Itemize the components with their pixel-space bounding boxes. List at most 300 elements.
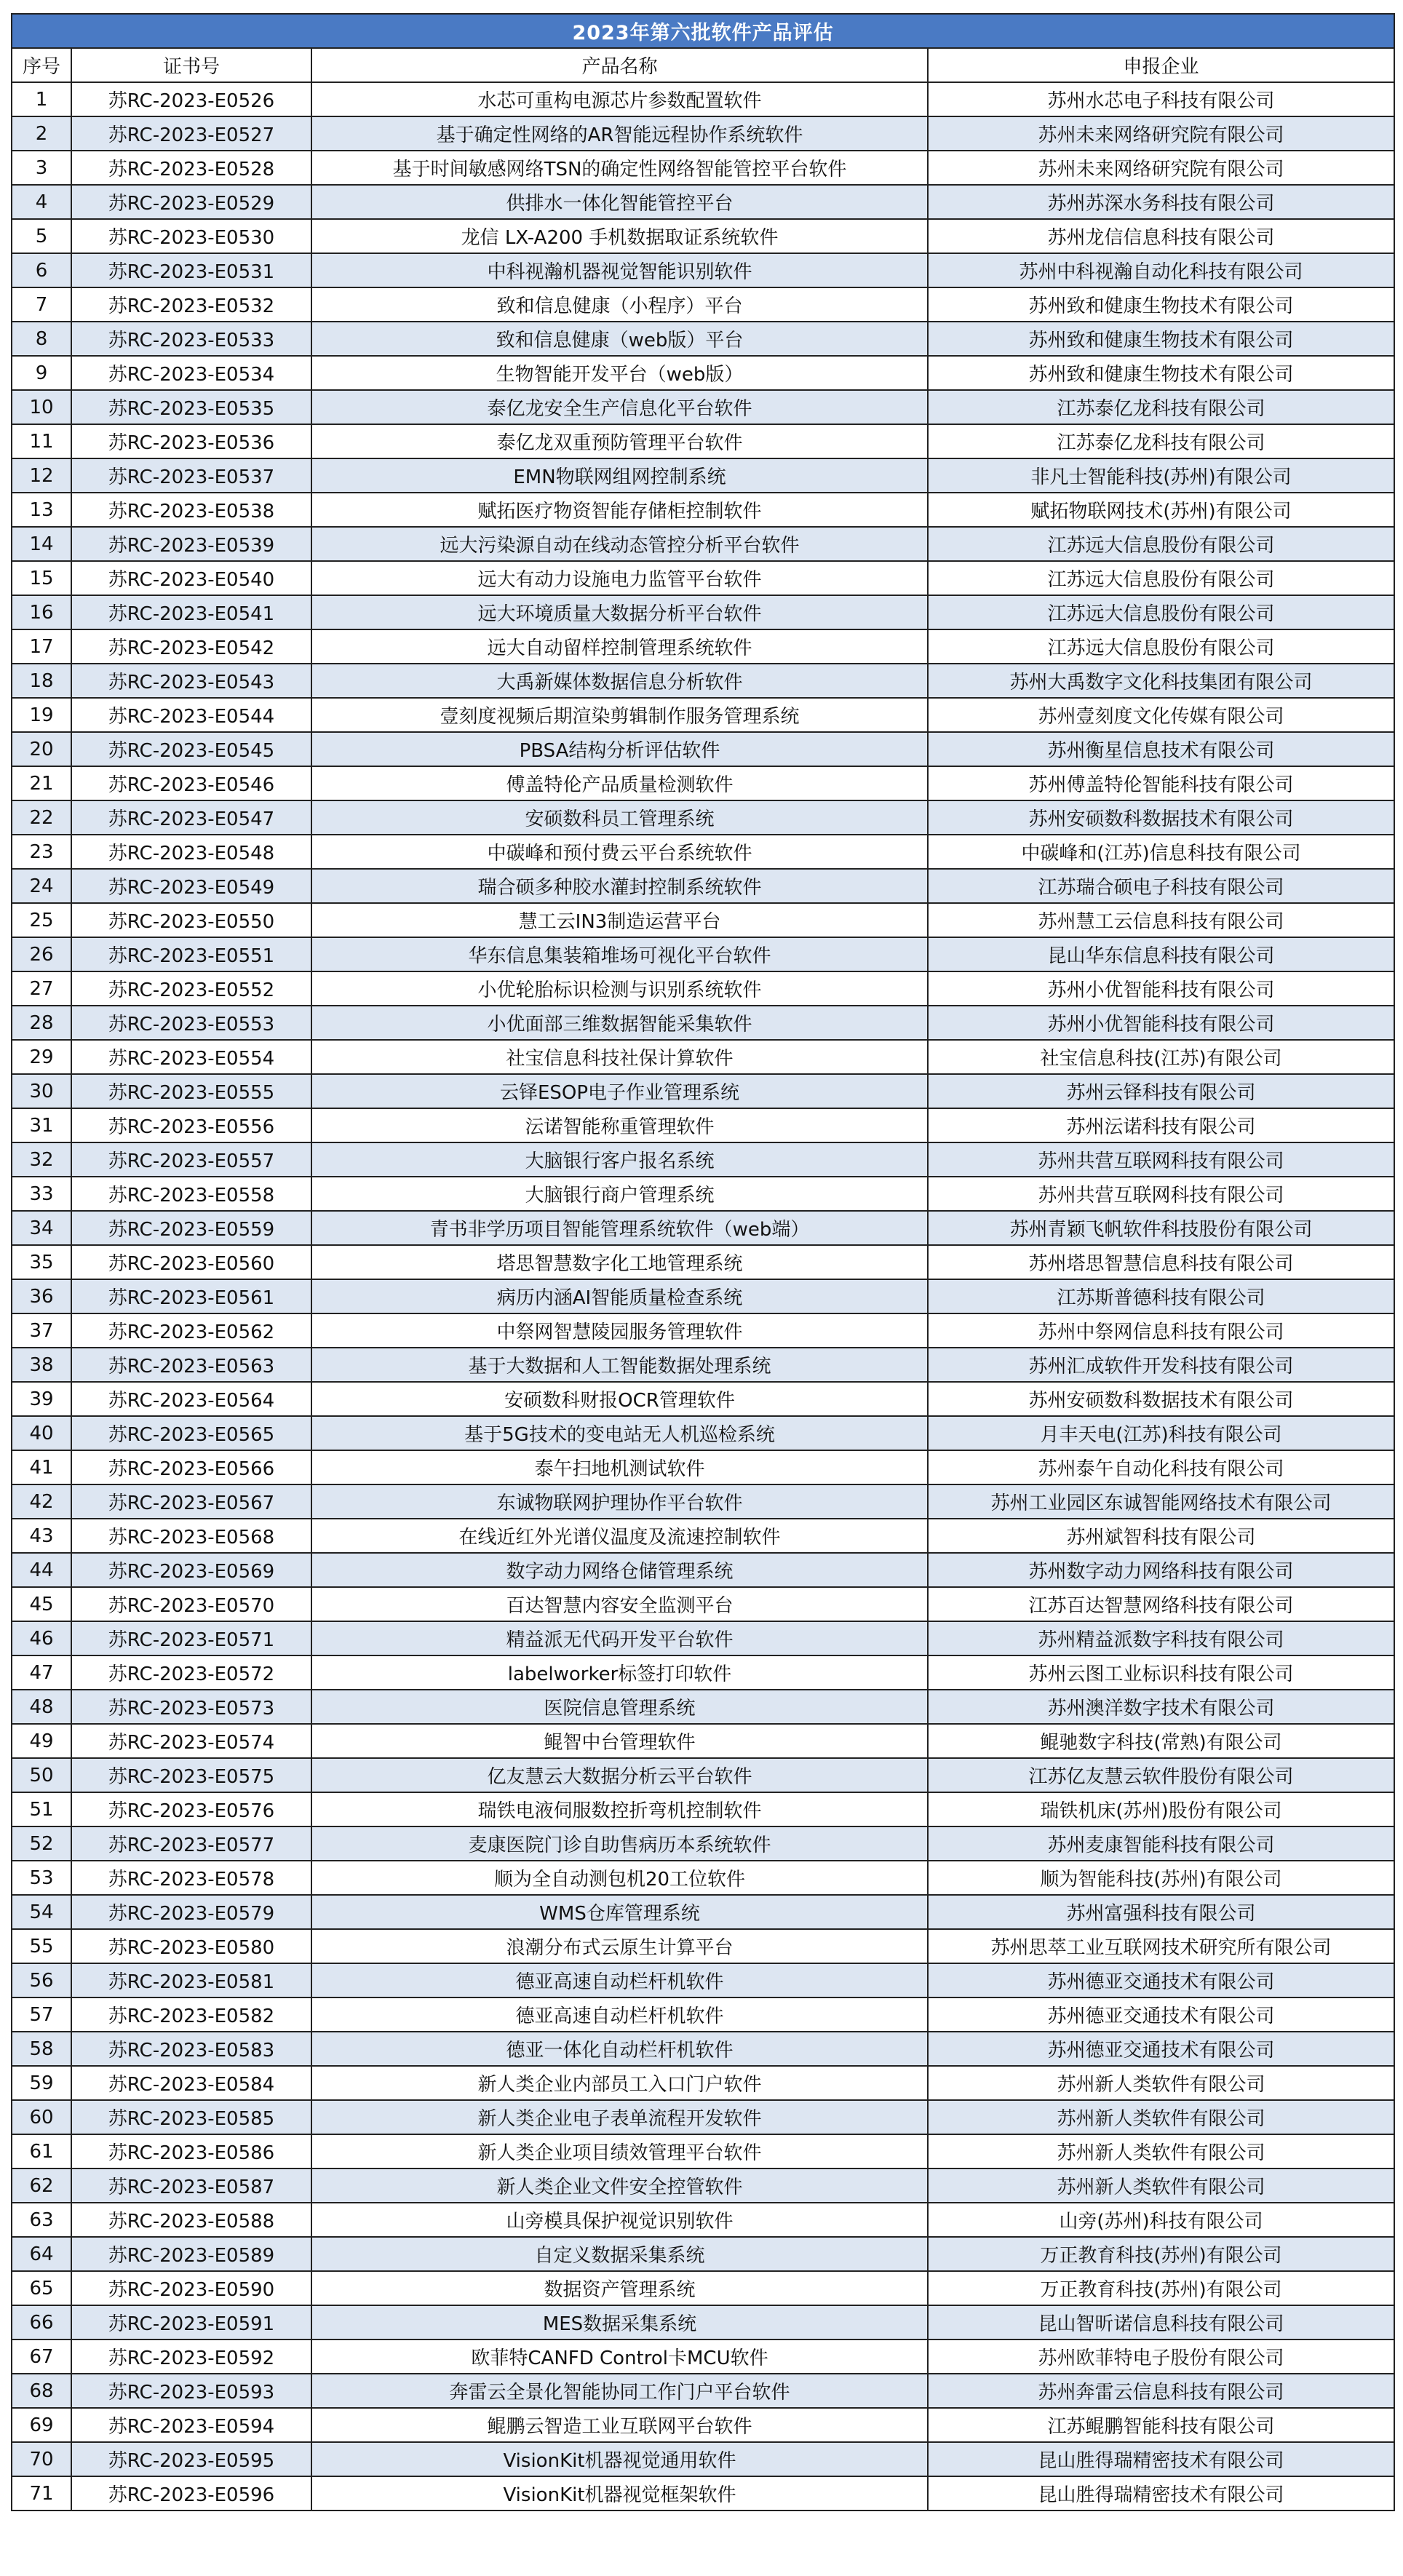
cell-product-name: 山旁模具保护视觉识别软件 [311,2203,928,2237]
cell-certificate-number: 苏RC-2023-E0532 [71,287,311,322]
cell-serial-number: 52 [12,1826,71,1861]
cell-product-name: 新人类企业文件安全控管软件 [311,2168,928,2203]
cell-product-name: 数字动力网络仓储管理系统 [311,1553,928,1587]
table-row [12,1963,1394,1997]
cell-product-name: 德亚高速自动栏杆机软件 [311,1997,928,2032]
cell-serial-number: 5 [12,219,71,253]
cell-applicant-company: 苏州龙信信息科技有限公司 [928,219,1394,253]
cell-serial-number: 63 [12,2203,71,2237]
cell-certificate-number: 苏RC-2023-E0576 [71,1792,311,1826]
cell-serial-number: 51 [12,1792,71,1826]
cell-applicant-company: 苏州富强科技有限公司 [928,1895,1394,1929]
table-row [12,2442,1394,2476]
table-row [12,2066,1394,2100]
cell-certificate-number: 苏RC-2023-E0550 [71,903,311,937]
cell-product-name: 医院信息管理系统 [311,1690,928,1724]
cell-product-name: 小优轮胎标识检测与识别系统软件 [311,971,928,1006]
table-row [12,356,1394,390]
cell-certificate-number: 苏RC-2023-E0555 [71,1074,311,1108]
cell-applicant-company: 苏州安硕数科数据技术有限公司 [928,800,1394,835]
cell-certificate-number: 苏RC-2023-E0585 [71,2100,311,2134]
cell-product-name: 瑞铁电液伺服数控折弯机控制软件 [311,1792,928,1826]
cell-applicant-company: 苏州新人类软件有限公司 [928,2134,1394,2168]
cell-certificate-number: 苏RC-2023-E0588 [71,2203,311,2237]
table-row [12,1074,1394,1108]
table-row [12,2340,1394,2374]
cell-serial-number: 27 [12,971,71,1006]
table-row [12,253,1394,287]
cell-serial-number: 60 [12,2100,71,2134]
cell-product-name: 安硕数科员工管理系统 [311,800,928,835]
cell-certificate-number: 苏RC-2023-E0581 [71,1963,311,1997]
cell-certificate-number: 苏RC-2023-E0529 [71,185,311,219]
cell-certificate-number: 苏RC-2023-E0584 [71,2066,311,2100]
cell-applicant-company: 苏州小优智能科技有限公司 [928,1006,1394,1040]
cell-applicant-company: 苏州致和健康生物技术有限公司 [928,322,1394,356]
cell-applicant-company: 苏州青颖飞帆软件科技股份有限公司 [928,1211,1394,1245]
table-row [12,1211,1394,1245]
cell-serial-number: 39 [12,1382,71,1416]
cell-product-name: 社宝信息科技社保计算软件 [311,1040,928,1074]
table-row [12,766,1394,800]
cell-serial-number: 33 [12,1177,71,1211]
cell-product-name: 水芯可重构电源芯片参数配置软件 [311,82,928,116]
table-row [12,1861,1394,1895]
cell-certificate-number: 苏RC-2023-E0582 [71,1997,311,2032]
cell-serial-number: 69 [12,2408,71,2442]
cell-serial-number: 45 [12,1587,71,1621]
cell-serial-number: 47 [12,1655,71,1690]
cell-applicant-company: 顺为智能科技(苏州)有限公司 [928,1861,1394,1895]
cell-applicant-company: 苏州新人类软件有限公司 [928,2066,1394,2100]
table-row [12,2237,1394,2271]
cell-certificate-number: 苏RC-2023-E0530 [71,219,311,253]
table-row [12,1177,1394,1211]
cell-certificate-number: 苏RC-2023-E0558 [71,1177,311,1211]
cell-product-name: 病历内涵AI智能质量检查系统 [311,1279,928,1313]
cell-certificate-number: 苏RC-2023-E0575 [71,1758,311,1792]
cell-applicant-company: 苏州衡星信息技术有限公司 [928,732,1394,766]
cell-applicant-company: 苏州塔思智慧信息科技有限公司 [928,1245,1394,1279]
table-row [12,2476,1394,2511]
table-row [12,698,1394,732]
cell-certificate-number: 苏RC-2023-E0572 [71,1655,311,1690]
cell-product-name: 泰亿龙安全生产信息化平台软件 [311,390,928,424]
cell-applicant-company: 苏州德亚交通技术有限公司 [928,1963,1394,1997]
table-row [12,1416,1394,1450]
cell-certificate-number: 苏RC-2023-E0537 [71,458,311,493]
table-row [12,1006,1394,1040]
cell-applicant-company: 苏州小优智能科技有限公司 [928,971,1394,1006]
cell-serial-number: 57 [12,1997,71,2032]
cell-certificate-number: 苏RC-2023-E0549 [71,869,311,903]
table-row [12,937,1394,971]
cell-product-name: 大脑银行商户管理系统 [311,1177,928,1211]
cell-serial-number: 35 [12,1245,71,1279]
cell-applicant-company: 江苏斯普德科技有限公司 [928,1279,1394,1313]
cell-serial-number: 66 [12,2305,71,2340]
cell-serial-number: 25 [12,903,71,937]
cell-product-name: 瑞合硕多种胶水灌封控制系统软件 [311,869,928,903]
cell-certificate-number: 苏RC-2023-E0587 [71,2168,311,2203]
cell-product-name: 青书非学历项目智能管理系统软件（web端） [311,1211,928,1245]
table-row [12,1348,1394,1382]
cell-applicant-company: 江苏泰亿龙科技有限公司 [928,424,1394,458]
cell-certificate-number: 苏RC-2023-E0557 [71,1142,311,1177]
cell-applicant-company: 苏州中祭网信息科技有限公司 [928,1313,1394,1348]
cell-serial-number: 12 [12,458,71,493]
table-row [12,1655,1394,1690]
cell-applicant-company: 苏州傅盖特伦智能科技有限公司 [928,766,1394,800]
table-row [12,2134,1394,2168]
table-row [12,458,1394,493]
header-serial-number: 序号 [12,48,71,82]
cell-applicant-company: 苏州德亚交通技术有限公司 [928,1997,1394,2032]
cell-product-name: 致和信息健康（web版）平台 [311,322,928,356]
cell-certificate-number: 苏RC-2023-E0547 [71,800,311,835]
table-row [12,1142,1394,1177]
cell-certificate-number: 苏RC-2023-E0538 [71,493,311,527]
cell-product-name: 德亚一体化自动栏杆机软件 [311,2032,928,2066]
table-row [12,2374,1394,2408]
cell-serial-number: 18 [12,664,71,698]
cell-certificate-number: 苏RC-2023-E0534 [71,356,311,390]
cell-certificate-number: 苏RC-2023-E0536 [71,424,311,458]
table-row [12,1313,1394,1348]
cell-certificate-number: 苏RC-2023-E0561 [71,1279,311,1313]
table-row [12,971,1394,1006]
table-row [12,1621,1394,1655]
table-row [12,1108,1394,1142]
table-row [12,185,1394,219]
cell-certificate-number: 苏RC-2023-E0592 [71,2340,311,2374]
table-row [12,1040,1394,1074]
table-row [12,1382,1394,1416]
cell-serial-number: 10 [12,390,71,424]
table-row [12,1758,1394,1792]
cell-product-name: 浪潮分布式云原生计算平台 [311,1929,928,1963]
table-body [12,82,1394,2511]
table-title-row [12,14,1394,48]
cell-applicant-company: 昆山胜得瑞精密技术有限公司 [928,2476,1394,2511]
table-row [12,629,1394,664]
table-row [12,1690,1394,1724]
cell-certificate-number: 苏RC-2023-E0527 [71,116,311,151]
cell-product-name: 鲲鹏云智造工业互联网平台软件 [311,2408,928,2442]
cell-applicant-company: 江苏远大信息股份有限公司 [928,629,1394,664]
table-row [12,800,1394,835]
table-title: 2023年第六批软件产品评估 [12,14,1394,48]
cell-serial-number: 26 [12,937,71,971]
cell-product-name: 泰亿龙双重预防管理平台软件 [311,424,928,458]
table-row [12,2203,1394,2237]
cell-serial-number: 55 [12,1929,71,1963]
cell-product-name: 基于时间敏感网络TSN的确定性网络智能管控平台软件 [311,151,928,185]
cell-serial-number: 46 [12,1621,71,1655]
cell-serial-number: 36 [12,1279,71,1313]
cell-product-name: EMN物联网组网控制系统 [311,458,928,493]
table-row [12,151,1394,185]
cell-applicant-company: 苏州德亚交通技术有限公司 [928,2032,1394,2066]
cell-certificate-number: 苏RC-2023-E0577 [71,1826,311,1861]
cell-certificate-number: 苏RC-2023-E0546 [71,766,311,800]
cell-applicant-company: 江苏百达智慧网络科技有限公司 [928,1587,1394,1621]
cell-product-name: 龙信 LX-A200 手机数据取证系统软件 [311,219,928,253]
cell-serial-number: 4 [12,185,71,219]
cell-applicant-company: 昆山胜得瑞精密技术有限公司 [928,2442,1394,2476]
cell-applicant-company: 月丰天电(江苏)科技有限公司 [928,1416,1394,1450]
cell-certificate-number: 苏RC-2023-E0553 [71,1006,311,1040]
cell-certificate-number: 苏RC-2023-E0596 [71,2476,311,2511]
cell-certificate-number: 苏RC-2023-E0591 [71,2305,311,2340]
cell-serial-number: 28 [12,1006,71,1040]
cell-product-name: 东诚物联网护理协作平台软件 [311,1484,928,1519]
cell-applicant-company: 苏州致和健康生物技术有限公司 [928,287,1394,322]
cell-applicant-company: 鲲驰数字科技(常熟)有限公司 [928,1724,1394,1758]
cell-serial-number: 71 [12,2476,71,2511]
cell-serial-number: 42 [12,1484,71,1519]
cell-certificate-number: 苏RC-2023-E0528 [71,151,311,185]
cell-serial-number: 54 [12,1895,71,1929]
table-row [12,1484,1394,1519]
cell-applicant-company: 万正教育科技(苏州)有限公司 [928,2237,1394,2271]
table-row [12,595,1394,629]
cell-applicant-company: 苏州中科视瀚自动化科技有限公司 [928,253,1394,287]
cell-product-name: labelworker标签打印软件 [311,1655,928,1690]
cell-product-name: 远大污染源自动在线动态管控分析平台软件 [311,527,928,561]
cell-product-name: 亿友慧云大数据分析云平台软件 [311,1758,928,1792]
cell-product-name: 致和信息健康（小程序）平台 [311,287,928,322]
cell-serial-number: 56 [12,1963,71,1997]
cell-product-name: PBSA结构分析评估软件 [311,732,928,766]
cell-serial-number: 50 [12,1758,71,1792]
cell-product-name: 在线近红外光谱仪温度及流速控制软件 [311,1519,928,1553]
cell-product-name: 新人类企业项目绩效管理平台软件 [311,2134,928,2168]
cell-product-name: 鲲智中台管理软件 [311,1724,928,1758]
cell-applicant-company: 苏州未来网络研究院有限公司 [928,116,1394,151]
cell-certificate-number: 苏RC-2023-E0540 [71,561,311,595]
cell-product-name: WMS仓库管理系统 [311,1895,928,1929]
cell-serial-number: 65 [12,2271,71,2305]
cell-certificate-number: 苏RC-2023-E0583 [71,2032,311,2066]
cell-applicant-company: 苏州斌智科技有限公司 [928,1519,1394,1553]
cell-serial-number: 15 [12,561,71,595]
cell-serial-number: 49 [12,1724,71,1758]
table-row [12,2100,1394,2134]
cell-serial-number: 58 [12,2032,71,2066]
cell-certificate-number: 苏RC-2023-E0580 [71,1929,311,1963]
cell-product-name: 塔思智慧数字化工地管理系统 [311,1245,928,1279]
cell-serial-number: 17 [12,629,71,664]
cell-certificate-number: 苏RC-2023-E0586 [71,2134,311,2168]
cell-certificate-number: 苏RC-2023-E0533 [71,322,311,356]
cell-product-name: 基于5G技术的变电站无人机巡检系统 [311,1416,928,1450]
cell-serial-number: 64 [12,2237,71,2271]
cell-serial-number: 2 [12,116,71,151]
cell-applicant-company: 苏州共营互联网科技有限公司 [928,1142,1394,1177]
cell-certificate-number: 苏RC-2023-E0569 [71,1553,311,1587]
cell-serial-number: 44 [12,1553,71,1587]
cell-serial-number: 53 [12,1861,71,1895]
cell-product-name: 安硕数科财报OCR管理软件 [311,1382,928,1416]
cell-applicant-company: 昆山智昕诺信息科技有限公司 [928,2305,1394,2340]
cell-applicant-company: 苏州云图工业标识科技有限公司 [928,1655,1394,1690]
cell-applicant-company: 瑞铁机床(苏州)股份有限公司 [928,1792,1394,1826]
cell-applicant-company: 苏州壹刻度文化传媒有限公司 [928,698,1394,732]
cell-product-name: 沄诺智能称重管理软件 [311,1108,928,1142]
cell-certificate-number: 苏RC-2023-E0595 [71,2442,311,2476]
cell-applicant-company: 苏州沄诺科技有限公司 [928,1108,1394,1142]
header-certificate-number: 证书号 [71,48,311,82]
table-row [12,2032,1394,2066]
cell-product-name: VisionKit机器视觉通用软件 [311,2442,928,2476]
cell-certificate-number: 苏RC-2023-E0535 [71,390,311,424]
cell-product-name: 供排水一体化智能管控平台 [311,185,928,219]
cell-applicant-company: 苏州欧菲特电子股份有限公司 [928,2340,1394,2374]
cell-product-name: 自定义数据采集系统 [311,2237,928,2271]
cell-product-name: 德亚高速自动栏杆机软件 [311,1963,928,1997]
cell-product-name: 慧工云IN3制造运营平台 [311,903,928,937]
cell-serial-number: 16 [12,595,71,629]
cell-product-name: 基于确定性网络的AR智能远程协作系统软件 [311,116,928,151]
cell-product-name: 百达智慧内容安全监测平台 [311,1587,928,1621]
cell-product-name: 生物智能开发平台（web版） [311,356,928,390]
cell-applicant-company: 苏州致和健康生物技术有限公司 [928,356,1394,390]
cell-serial-number: 3 [12,151,71,185]
table-row [12,82,1394,116]
cell-certificate-number: 苏RC-2023-E0574 [71,1724,311,1758]
cell-product-name: 中祭网智慧陵园服务管理软件 [311,1313,928,1348]
cell-serial-number: 34 [12,1211,71,1245]
cell-certificate-number: 苏RC-2023-E0548 [71,835,311,869]
cell-serial-number: 20 [12,732,71,766]
table-row [12,1997,1394,2032]
cell-certificate-number: 苏RC-2023-E0594 [71,2408,311,2442]
cell-product-name: 基于大数据和人工智能数据处理系统 [311,1348,928,1382]
cell-serial-number: 23 [12,835,71,869]
cell-applicant-company: 苏州云铎科技有限公司 [928,1074,1394,1108]
cell-certificate-number: 苏RC-2023-E0590 [71,2271,311,2305]
table-row [12,869,1394,903]
table-row [12,732,1394,766]
cell-applicant-company: 苏州新人类软件有限公司 [928,2168,1394,2203]
cell-certificate-number: 苏RC-2023-E0579 [71,1895,311,1929]
cell-product-name: 傅盖特伦产品质量检测软件 [311,766,928,800]
cell-serial-number: 41 [12,1450,71,1484]
cell-applicant-company: 苏州汇成软件开发科技有限公司 [928,1348,1394,1382]
cell-applicant-company: 苏州未来网络研究院有限公司 [928,151,1394,185]
cell-certificate-number: 苏RC-2023-E0544 [71,698,311,732]
table-row [12,835,1394,869]
cell-applicant-company: 苏州澳洋数字技术有限公司 [928,1690,1394,1724]
cell-product-name: 数据资产管理系统 [311,2271,928,2305]
cell-certificate-number: 苏RC-2023-E0559 [71,1211,311,1245]
table-row [12,219,1394,253]
cell-product-name: 壹刻度视频后期渲染剪辑制作服务管理系统 [311,698,928,732]
table-row [12,2305,1394,2340]
cell-applicant-company: 苏州水芯电子科技有限公司 [928,82,1394,116]
cell-product-name: 华东信息集装箱堆场可视化平台软件 [311,937,928,971]
cell-product-name: 泰午扫地机测试软件 [311,1450,928,1484]
cell-product-name: 大禹新媒体数据信息分析软件 [311,664,928,698]
cell-product-name: 麦康医院门诊自助售病历本系统软件 [311,1826,928,1861]
cell-applicant-company: 江苏鲲鹏智能科技有限公司 [928,2408,1394,2442]
table-row [12,1553,1394,1587]
table-row [12,1587,1394,1621]
cell-applicant-company: 苏州精益派数字科技有限公司 [928,1621,1394,1655]
cell-serial-number: 21 [12,766,71,800]
cell-applicant-company: 苏州麦康智能科技有限公司 [928,1826,1394,1861]
table-row [12,1519,1394,1553]
cell-serial-number: 22 [12,800,71,835]
cell-certificate-number: 苏RC-2023-E0589 [71,2237,311,2271]
cell-certificate-number: 苏RC-2023-E0564 [71,1382,311,1416]
product-evaluation-table [11,13,1395,2511]
cell-applicant-company: 苏州安硕数科数据技术有限公司 [928,1382,1394,1416]
header-applicant-company: 申报企业 [928,48,1394,82]
cell-serial-number: 14 [12,527,71,561]
table-row [12,390,1394,424]
cell-certificate-number: 苏RC-2023-E0563 [71,1348,311,1382]
cell-product-name: 云铎ESOP电子作业管理系统 [311,1074,928,1108]
table-row [12,1929,1394,1963]
cell-applicant-company: 非凡士智能科技(苏州)有限公司 [928,458,1394,493]
cell-serial-number: 67 [12,2340,71,2374]
cell-product-name: 赋拓医疗物资智能存储柜控制软件 [311,493,928,527]
cell-product-name: 远大环境质量大数据分析平台软件 [311,595,928,629]
cell-serial-number: 6 [12,253,71,287]
cell-product-name: 远大自动留样控制管理系统软件 [311,629,928,664]
cell-serial-number: 9 [12,356,71,390]
cell-applicant-company: 苏州慧工云信息科技有限公司 [928,903,1394,937]
cell-applicant-company: 苏州思萃工业互联网技术研究所有限公司 [928,1929,1394,1963]
cell-serial-number: 19 [12,698,71,732]
cell-applicant-company: 昆山华东信息科技有限公司 [928,937,1394,971]
table-row [12,1826,1394,1861]
cell-serial-number: 1 [12,82,71,116]
cell-serial-number: 43 [12,1519,71,1553]
table-row [12,2168,1394,2203]
cell-product-name: MES数据采集系统 [311,2305,928,2340]
cell-serial-number: 70 [12,2442,71,2476]
cell-applicant-company: 江苏泰亿龙科技有限公司 [928,390,1394,424]
table-row [12,527,1394,561]
header-product-name: 产品名称 [311,48,928,82]
cell-serial-number: 59 [12,2066,71,2100]
cell-serial-number: 61 [12,2134,71,2168]
cell-product-name: 中科视瀚机器视觉智能识别软件 [311,253,928,287]
cell-applicant-company: 社宝信息科技(江苏)有限公司 [928,1040,1394,1074]
table-row [12,1792,1394,1826]
spreadsheet [11,13,1394,2511]
cell-product-name: 精益派无代码开发平台软件 [311,1621,928,1655]
table-row [12,2408,1394,2442]
table-row [12,664,1394,698]
cell-certificate-number: 苏RC-2023-E0554 [71,1040,311,1074]
cell-applicant-company: 苏州奔雷云信息科技有限公司 [928,2374,1394,2408]
cell-certificate-number: 苏RC-2023-E0545 [71,732,311,766]
cell-serial-number: 30 [12,1074,71,1108]
cell-serial-number: 32 [12,1142,71,1177]
cell-applicant-company: 苏州大禹数字文化科技集团有限公司 [928,664,1394,698]
cell-certificate-number: 苏RC-2023-E0542 [71,629,311,664]
cell-certificate-number: 苏RC-2023-E0573 [71,1690,311,1724]
cell-applicant-company: 苏州工业园区东诚智能网络技术有限公司 [928,1484,1394,1519]
cell-applicant-company: 苏州共营互联网科技有限公司 [928,1177,1394,1211]
table-row [12,287,1394,322]
cell-product-name: 大脑银行客户报名系统 [311,1142,928,1177]
cell-serial-number: 11 [12,424,71,458]
